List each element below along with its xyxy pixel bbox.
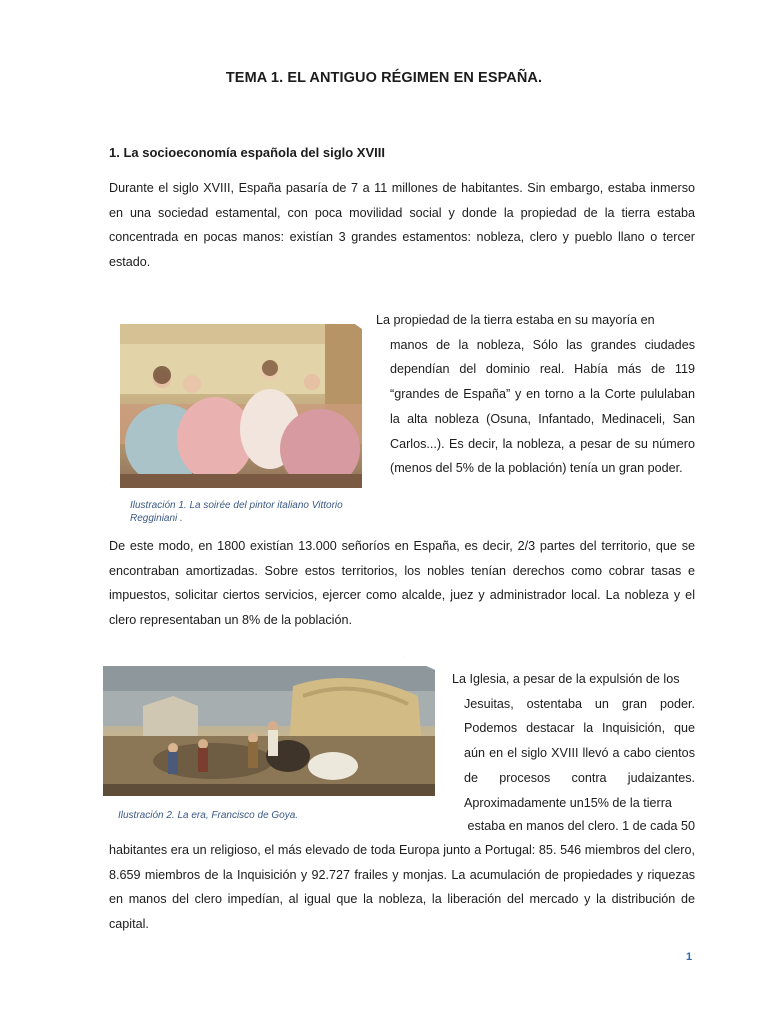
document-title: TEMA 1. EL ANTIGUO RÉGIMEN EN ESPAÑA. bbox=[225, 70, 543, 86]
section-heading: 1. La socioeconomía española del siglo XVIII bbox=[109, 145, 385, 160]
illustration-2-image bbox=[103, 666, 435, 796]
paragraph-church-rest: Jesuitas, ostentaba un gran poder. Podemos destacar la Inquisición, que aún en el siglo XVIII llevó a cabo cientos de procesos contra judaizantes. Aproximadamente un15% de la tierra bbox=[464, 696, 695, 810]
paragraph-church bbox=[452, 667, 695, 815]
illustration-2-frame bbox=[93, 656, 445, 808]
paragraph-church-first-line: La Iglesia, a pesar de la expulsión de los bbox=[452, 672, 680, 686]
paragraph-nobility bbox=[376, 308, 695, 481]
paragraph-nobility-first-line: La propiedad de la tierra estaba en su mayoría en bbox=[376, 313, 655, 327]
paragraph-clergy: habitantes era un religioso, el más elevado de toda Europa junto a Portugal: 85. 546 miembros del clero, 8.659 miembros de la Inquisición y 92.727 frailes y monjas. La acumulación de propiedades y riquezas en manos del clero impedían, al igual que la nobleza, la liberación del mercado y la distribución de capital. bbox=[109, 843, 695, 932]
paragraph-church-last-line: estaba en manos del clero. 1 de cada 50 bbox=[467, 819, 695, 833]
illustration-2-caption: Ilustración 2. La era, Francisco de Goya. bbox=[118, 810, 299, 821]
illustration-1-frame bbox=[110, 314, 372, 498]
painting-la-era bbox=[103, 666, 435, 796]
illustration-1-image bbox=[120, 324, 362, 488]
paragraph-nobility-rest: manos de la nobleza, Sólo las grandes ciudades dependían del dominio real. Había más de 119 “grandes de España” y en torno a la Corte pululaban la alta nobleza (Osuna, Infantado, Medinaceli, San Carlos...). Es decir, la nobleza, a pesar de su número (menos del 5% de la población) tenía un gran poder. bbox=[390, 337, 695, 476]
illustration-1-caption: Ilustración 1. La soirée del pintor italiano Vittorio Regginiani . bbox=[130, 500, 343, 524]
page-number: 1 bbox=[686, 951, 693, 963]
paragraph-population: Durante el siglo XVIII, España pasaría de 7 a 11 millones de habitantes. Sin embargo, estaba inmerso en una sociedad estamental, con poca movilidad social y donde la propiedad de la tierra estaba concentrada en pocas manos: existían 3 grandes estamentos: nobleza, clero y pueblo llano o tercer estado. bbox=[109, 181, 695, 270]
paragraph-senorios: De este modo, en 1800 existían 13.000 señoríos en España, es decir, 2/3 partes del territorio, que se encontraban amortizadas. Sobre estos territorios, los nobles tenían derechos como cobrar tasas e impuestos, solicitar ciertos servicios, ejercer como alcalde, juez y administrador local. La nobleza y el clero representaban un 8% de la población. bbox=[109, 539, 695, 628]
painting-soiree bbox=[120, 324, 362, 488]
